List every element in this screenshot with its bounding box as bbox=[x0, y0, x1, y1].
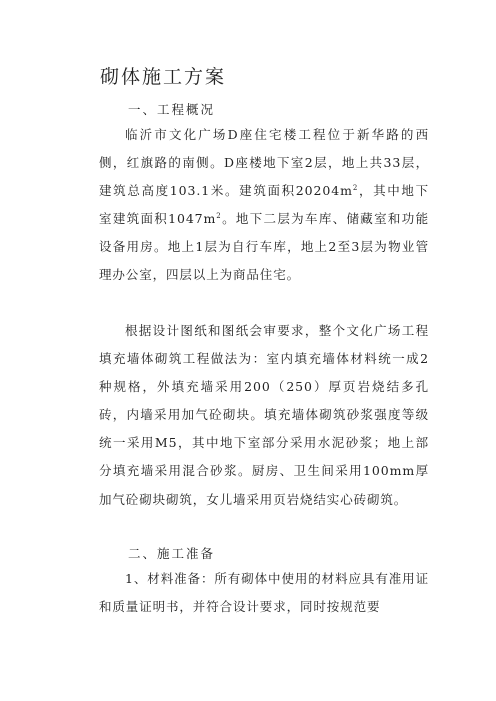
material-preparation-paragraph: 1、材料准备：所有砌体中使用的材料应具有准用证和质量证明书，并符合设计要求，同时按规范要 bbox=[99, 571, 429, 615]
overview-text-part-a: 临沂市文化广场D座住宅楼工程位于新华路的西侧，红旗路的南侧。D座楼地下室2层，地上共33层，建筑总高度103.1米。建筑面积20204m bbox=[99, 127, 429, 199]
masonry-method-paragraph: 根据设计图纸和图纸会审要求，整个文化广场工程填充墙体砌筑工程做法为：室内填充墙体材料统一成2种规格，外填充墙采用200（250）厚页岩烧结多孔砖，内墙采用加气砼砌块。填充墙体砌筑砂浆强度等级统一采用M5，其中地下室部分采用水泥砂浆；地上部分填充墙采用混合砂浆。厨房、卫生间采用100mm厚加气砼砌块砌筑，女儿墙采用页岩烧结实心砖砌筑。 bbox=[99, 323, 429, 507]
overview-text-part-c: 。地下二层为车库、储藏室和功能设备用房。地上1层为自行车库，地上2至3层为物业管理办公室，四层以上为商品住宅。 bbox=[99, 211, 429, 283]
area-unit-superscript: 2 bbox=[352, 184, 359, 193]
document-title: 砌体施工方案 bbox=[100, 66, 227, 88]
section-heading-construction-preparation: 二、施工准备 bbox=[128, 546, 216, 561]
area-unit-superscript: 2 bbox=[216, 212, 222, 221]
overview-text-part-b: ，其中地下室建筑面积1047m bbox=[99, 183, 429, 227]
section-heading-project-overview: 一、工程概况 bbox=[128, 102, 216, 117]
project-overview-paragraph bbox=[99, 121, 429, 290]
